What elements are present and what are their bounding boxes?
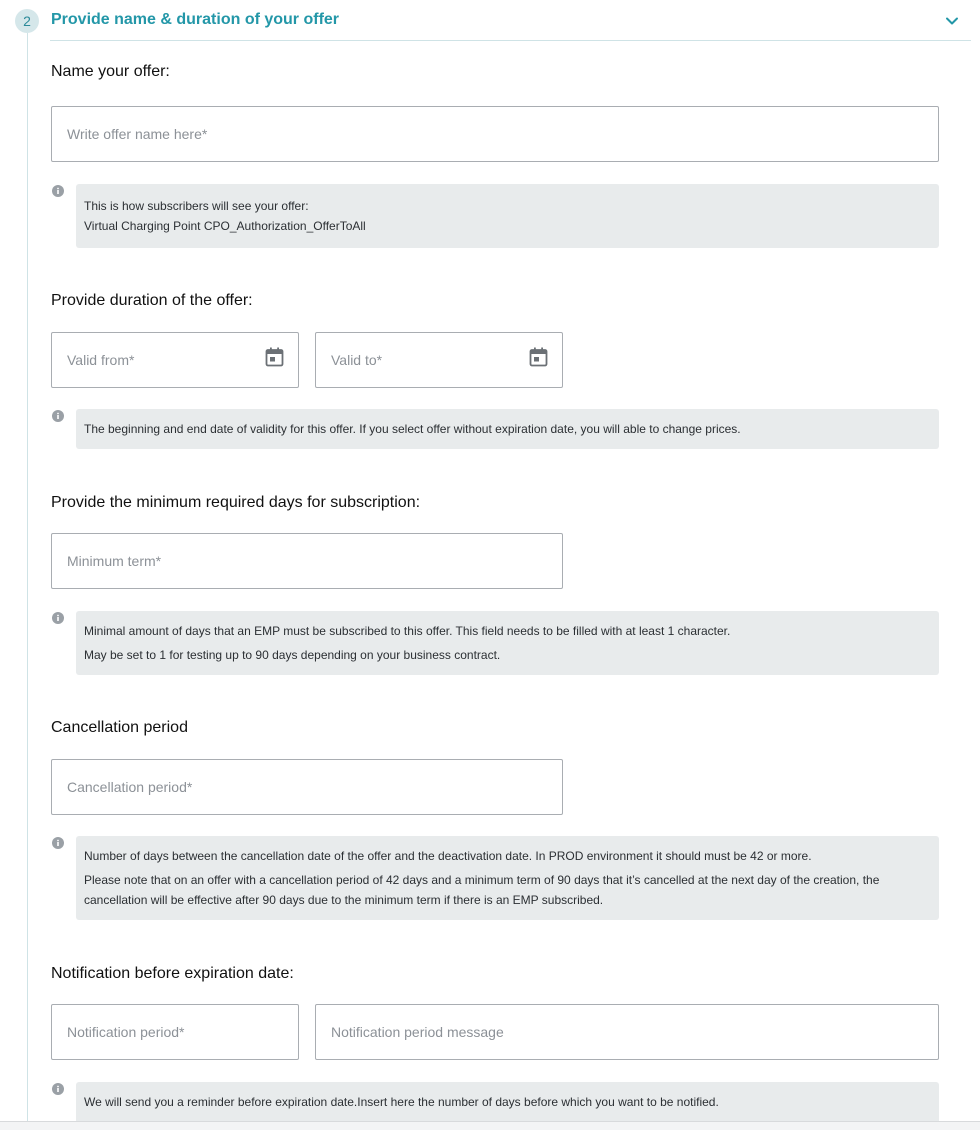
minimum-term-label: Provide the minimum required days for subscription:: [51, 494, 421, 511]
valid-from-field[interactable]: [51, 332, 299, 388]
info-icon: [52, 837, 64, 849]
duration-info: [76, 409, 939, 449]
header-divider: [50, 40, 971, 41]
calendar-icon[interactable]: [265, 347, 284, 367]
offer-name-info-line1: This is how subscribers will see your offer:: [84, 199, 309, 213]
step-header[interactable]: [0, 0, 980, 42]
minimum-term-info-line1: Minimal amount of days that an EMP must be subscribed to this offer. This field needs to be filled with at least 1 character.: [84, 624, 731, 638]
chevron-down-icon[interactable]: [944, 13, 960, 29]
minimum-term-input[interactable]: [52, 534, 562, 588]
calendar-icon[interactable]: [529, 347, 548, 367]
info-icon: [52, 185, 64, 197]
notification-info-line1: We will send you a reminder before expiration date.Insert here the number of days before which you want to be notified.: [84, 1095, 719, 1109]
notification-period-field[interactable]: [51, 1004, 299, 1060]
cancellation-label: Cancellation period: [51, 719, 188, 736]
valid-to-field[interactable]: [315, 332, 563, 388]
notification-period-input[interactable]: [52, 1005, 298, 1059]
minimum-term-info-line2: May be set to 1 for testing up to 90 days depending on your business contract.: [84, 648, 501, 662]
minimum-term-field[interactable]: [51, 533, 563, 589]
duration-label: Provide duration of the offer:: [51, 292, 253, 309]
offer-name-input[interactable]: [52, 107, 938, 161]
notification-label: Notification before expiration date:: [51, 965, 294, 982]
valid-to-input[interactable]: [316, 333, 562, 387]
info-icon: [52, 612, 64, 624]
notification-message-input[interactable]: [316, 1005, 938, 1059]
info-icon: [52, 410, 64, 422]
step-number-badge: 2: [15, 9, 39, 33]
minimum-term-info: [76, 611, 939, 675]
bottom-bar: [0, 1122, 980, 1130]
cancellation-period-input[interactable]: [52, 760, 562, 814]
offer-name-info: [76, 184, 939, 248]
cancellation-info: [76, 836, 939, 920]
offer-name-label: Name your offer:: [51, 63, 170, 80]
info-icon: [52, 1083, 64, 1095]
cancellation-info-line2: Please note that on an offer with a cancellation period of 42 days and a minimum term of 90 days that it’s cancelled at the next day of the creation, the cancellation will be effective after 90 days due to the minimum term if there is an EMP subscribed.: [84, 873, 880, 907]
notification-info: [76, 1082, 939, 1121]
step-rail: [27, 33, 28, 1130]
offer-name-preview: Virtual Charging Point CPO_Authorization_OfferToAll: [84, 219, 366, 233]
offer-name-field[interactable]: [51, 106, 939, 162]
notification-message-field[interactable]: [315, 1004, 939, 1060]
cancellation-period-field[interactable]: [51, 759, 563, 815]
duration-info-line1: The beginning and end date of validity for this offer. If you select offer without expiration date, you will able to change prices.: [84, 422, 741, 436]
valid-from-input[interactable]: [52, 333, 298, 387]
step-title[interactable]: Provide name & duration of your offer: [51, 11, 340, 28]
cancellation-info-line1: Number of days between the cancellation date of the offer and the deactivation date. In PROD environment it should must be 42 or more.: [84, 849, 812, 863]
